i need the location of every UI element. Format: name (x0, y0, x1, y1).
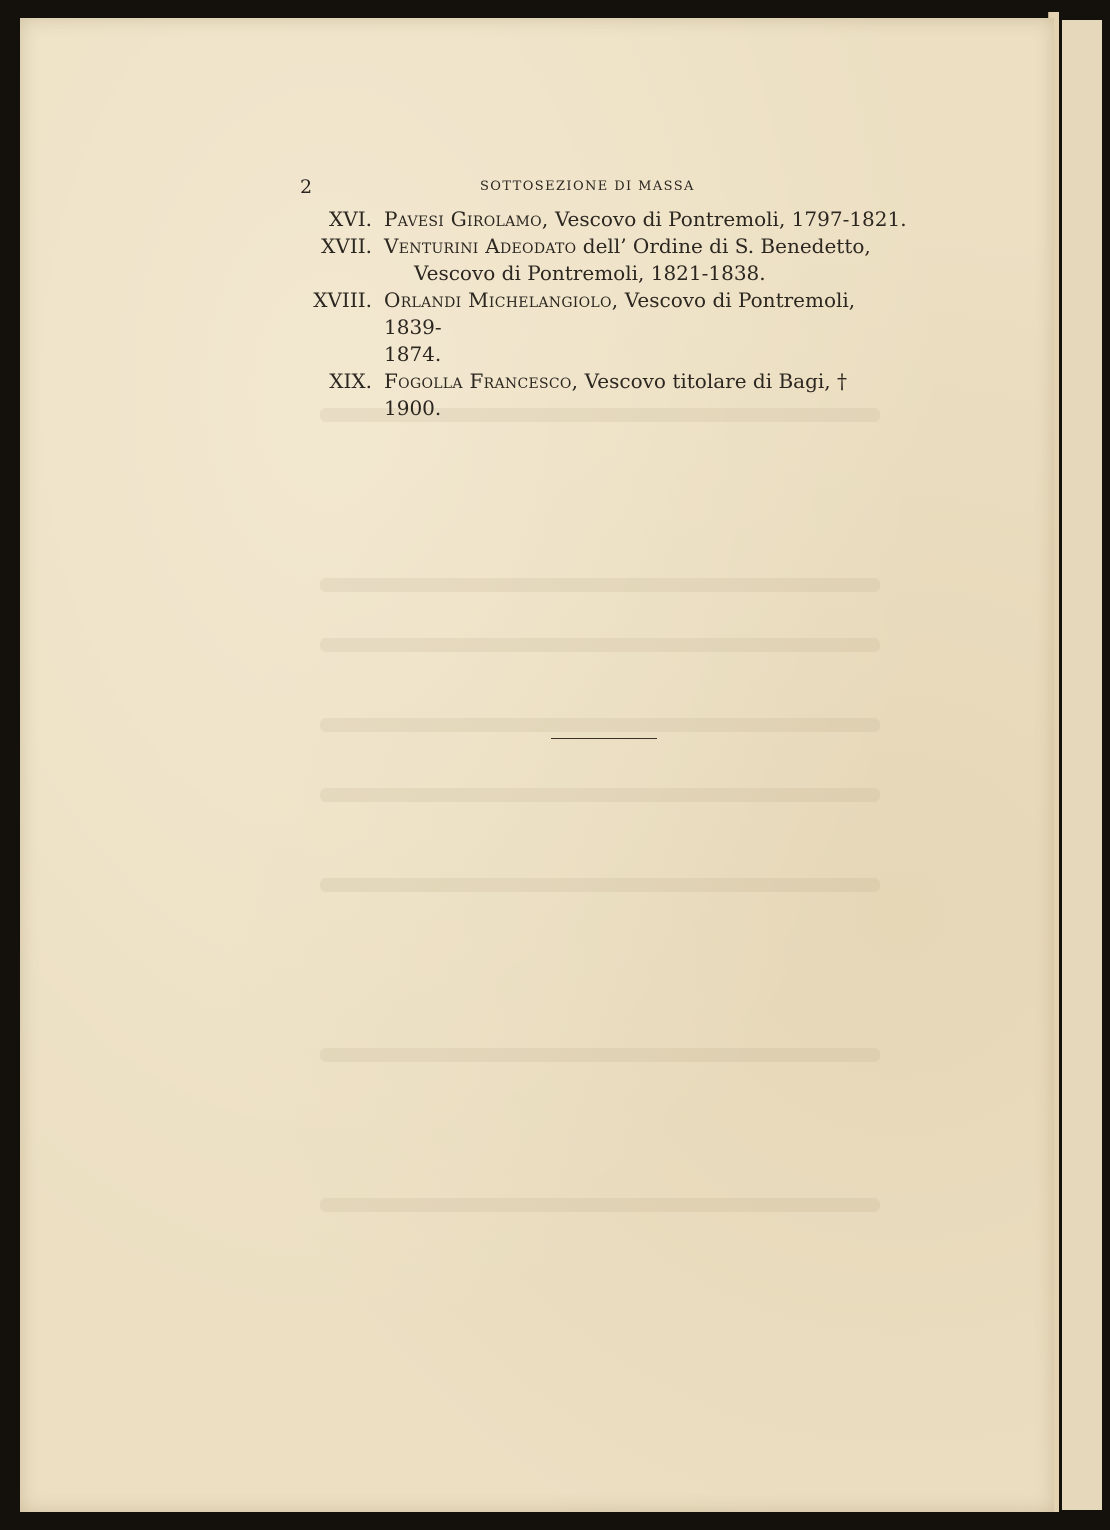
entry-numeral: XVIII. (313, 288, 372, 312)
running-head (280, 170, 910, 206)
bleed-through-line (320, 878, 880, 892)
text-block (280, 170, 910, 422)
bleed-through-line (320, 578, 880, 592)
entry-numeral: XVII. (321, 234, 372, 258)
entry-continuation: 1874. (384, 342, 442, 366)
section-divider (551, 738, 657, 739)
entry-text (384, 233, 910, 287)
list-item (280, 287, 910, 368)
list-item (280, 233, 910, 287)
entry-name: Pavesi Girolamo, (384, 207, 549, 231)
entry-description: Vescovo titolare di Bagi, † 1900. (384, 369, 848, 420)
entry-name: Orlandi Michelangiolo, (384, 288, 619, 312)
entry-name: Venturini Adeodato (384, 234, 577, 258)
entry-numeral: XIX. (329, 369, 372, 393)
entry-numeral: XVI. (329, 207, 372, 231)
bleed-through-line (320, 1198, 880, 1212)
entry-text (384, 368, 910, 422)
entry-description: dell’ Ordine di S. Benedetto, (576, 234, 871, 258)
list-item (280, 206, 910, 233)
running-head-title: SOTTOSEZIONE DI MASSA (480, 179, 695, 194)
adjacent-page-edge (1062, 20, 1102, 1510)
entry-description: Vescovo di Pontremoli, 1839- (384, 288, 856, 339)
entry-continuation: Vescovo di Pontremoli, 1821-1838. (414, 261, 766, 285)
bleed-through-line (320, 718, 880, 732)
list-item (280, 368, 910, 422)
entry-description: Vescovo di Pontremoli, 1797-1821. (548, 207, 907, 231)
bleed-through-line (320, 788, 880, 802)
bleed-through-line (320, 1048, 880, 1062)
bleed-through-line (320, 638, 880, 652)
page-number: 2 (300, 176, 313, 198)
entry-text (384, 287, 910, 368)
entry-name: Fogolla Francesco, (384, 369, 579, 393)
entry-text (384, 206, 910, 233)
